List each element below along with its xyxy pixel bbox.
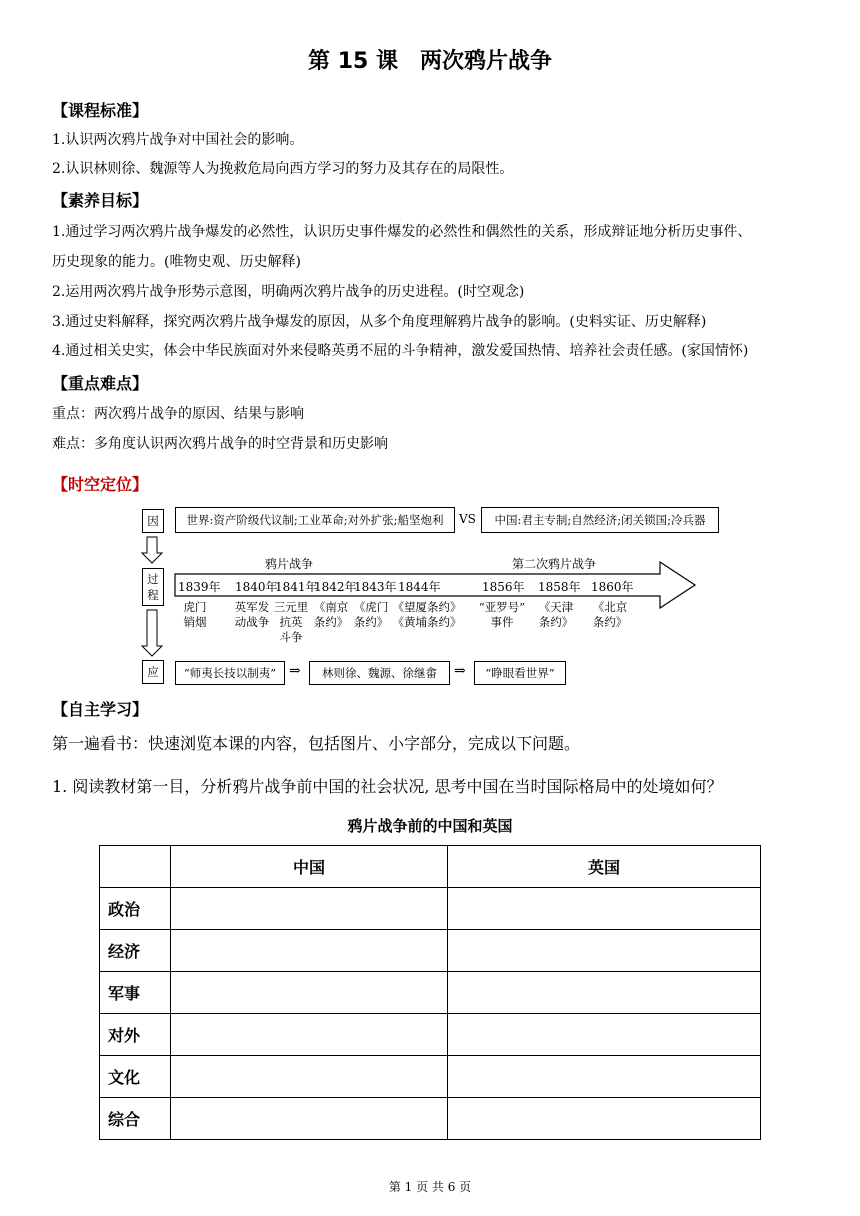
down-arrow-icon xyxy=(142,537,162,563)
goal-line-2: 历史现象的能力。(唯物史观、历史解释) xyxy=(52,254,301,270)
answer-cell-china[interactable] xyxy=(171,930,448,972)
effect-box-2: 林则徐、魏源、徐继畬 xyxy=(309,661,450,685)
table-row xyxy=(100,930,761,972)
year-1839: 1839年 xyxy=(178,580,221,594)
table-row xyxy=(100,1098,761,1140)
column-header-china: 中国 xyxy=(171,846,448,888)
goal-line-1: 1.通过学习两次鸦片战争爆发的必然性，认识历史事件爆发的必然性和偶然性的关系，形成辩证地分析历史事件、 xyxy=(52,224,752,240)
section-heading-timeline: 【时空定位】 xyxy=(52,475,149,494)
answer-cell-china[interactable] xyxy=(171,1056,448,1098)
answer-cell-britain[interactable] xyxy=(448,972,761,1014)
section-heading-self-study: 【自主学习】 xyxy=(52,700,149,719)
event-1856: “亚罗号” 事件 xyxy=(478,600,526,629)
table-row xyxy=(100,972,761,1014)
year-1841: 1841年 xyxy=(275,580,318,594)
answer-cell-china[interactable] xyxy=(171,1098,448,1140)
year-1842: 1842年 xyxy=(314,580,357,594)
answer-cell-china[interactable] xyxy=(171,972,448,1014)
table-row xyxy=(100,1014,761,1056)
section-heading-key: 【重点难点】 xyxy=(52,374,149,393)
table-row xyxy=(100,1056,761,1098)
table-header-row xyxy=(100,846,761,888)
table-caption: 鸦片战争前的中国和英国 xyxy=(347,817,513,835)
event-1844: 《望厦条约》 《黄埔条约》 xyxy=(392,600,462,629)
effect-box-3: “睁眼看世界” xyxy=(474,661,566,685)
row-header: 对外 xyxy=(100,1014,171,1056)
page-footer: 第 1 页 共 6 页 xyxy=(388,1180,472,1194)
year-1860: 1860年 xyxy=(591,580,634,594)
key-point: 重点：两次鸦片战争的原因、结果与影响 xyxy=(52,406,304,422)
self-study-intro: 第一遍看书：快速浏览本课的内容，包括图片、小字部分，完成以下问题。 xyxy=(52,734,581,753)
event-1860: 《北京 条约》 xyxy=(592,600,628,629)
event-1841: 三元里 抗英 斗争 xyxy=(273,600,309,644)
process-label: 过 程 xyxy=(142,568,164,606)
year-1856: 1856年 xyxy=(482,580,525,594)
cause-label: 因 xyxy=(142,509,164,533)
double-arrow-icon: ⇒ xyxy=(454,663,466,679)
answer-cell-britain[interactable] xyxy=(448,888,761,930)
section-heading-goals: 【素养目标】 xyxy=(52,191,149,210)
row-header: 经济 xyxy=(100,930,171,972)
question-1: 1. 阅读教材第一目，分析鸦片战争前中国的社会状况, 思考中国在当时国际格局中的处境如何？ xyxy=(52,777,723,796)
answer-cell-britain[interactable] xyxy=(448,1014,761,1056)
event-1840: 英军发 动战争 xyxy=(234,600,270,629)
row-header: 军事 xyxy=(100,972,171,1014)
event-1858: 《天津 条约》 xyxy=(538,600,574,629)
row-header: 政治 xyxy=(100,888,171,930)
goal-line-5: 4.通过相关史实，体会中华民族面对外来侵略英勇不屈的斗争精神，激发爱国热情、培养社会责任感。(家国情怀) xyxy=(52,343,749,359)
double-arrow-icon: ⇒ xyxy=(289,663,301,679)
year-1844: 1844年 xyxy=(398,580,441,594)
difficult-point: 难点：多角度认识两次鸦片战争的时空背景和历史影响 xyxy=(52,436,388,452)
effect-box-1: “师夷长技以制夷” xyxy=(175,661,285,685)
war2-title: 第二次鸦片战争 xyxy=(512,557,597,571)
down-arrow-icon xyxy=(142,610,162,656)
page-title: 第 15 课 两次鸦片战争 xyxy=(308,49,552,74)
war1-title: 鸦片战争 xyxy=(265,557,314,571)
year-1843: 1843年 xyxy=(354,580,397,594)
goal-line-4: 3.通过史料解释，探究两次鸦片战争爆发的原因，从多个角度理解鸦片战争的影响。(史料实证、历史解释) xyxy=(52,314,707,330)
event-1842: 《南京 条约》 xyxy=(313,600,349,629)
event-1839: 虎门 销烟 xyxy=(183,600,207,629)
answer-cell-china[interactable] xyxy=(171,1014,448,1056)
standard-item-1: 1.认识两次鸦片战争对中国社会的影响。 xyxy=(52,132,304,148)
answer-cell-britain[interactable] xyxy=(448,1056,761,1098)
world-box: 世界:资产阶级代议制;工业革命;对外扩张;船坚炮利 xyxy=(175,507,455,533)
section-heading-standard: 【课程标准】 xyxy=(52,101,149,120)
answer-cell-china[interactable] xyxy=(171,888,448,930)
effect-label: 应 xyxy=(142,660,164,684)
row-header: 文化 xyxy=(100,1056,171,1098)
china-box: 中国:君主专制;自然经济;闭关锁国;冷兵器 xyxy=(481,507,719,533)
table-corner-cell xyxy=(100,846,171,888)
answer-cell-britain[interactable] xyxy=(448,1098,761,1140)
row-header: 综合 xyxy=(100,1098,171,1140)
standard-item-2: 2.认识林则徐、魏源等人为挽救危局向西方学习的努力及其存在的局限性。 xyxy=(52,161,514,177)
comparison-table xyxy=(99,845,761,1140)
event-1843: 《虎门 条约》 xyxy=(353,600,389,629)
year-1840: 1840年 xyxy=(235,580,278,594)
column-header-britain: 英国 xyxy=(448,846,761,888)
answer-cell-britain[interactable] xyxy=(448,930,761,972)
table-row xyxy=(100,888,761,930)
goal-line-3: 2.运用两次鸦片战争形势示意图，明确两次鸦片战争的历史进程。(时空观念) xyxy=(52,284,525,300)
year-1858: 1858年 xyxy=(538,580,581,594)
vs-label: VS xyxy=(459,512,476,526)
